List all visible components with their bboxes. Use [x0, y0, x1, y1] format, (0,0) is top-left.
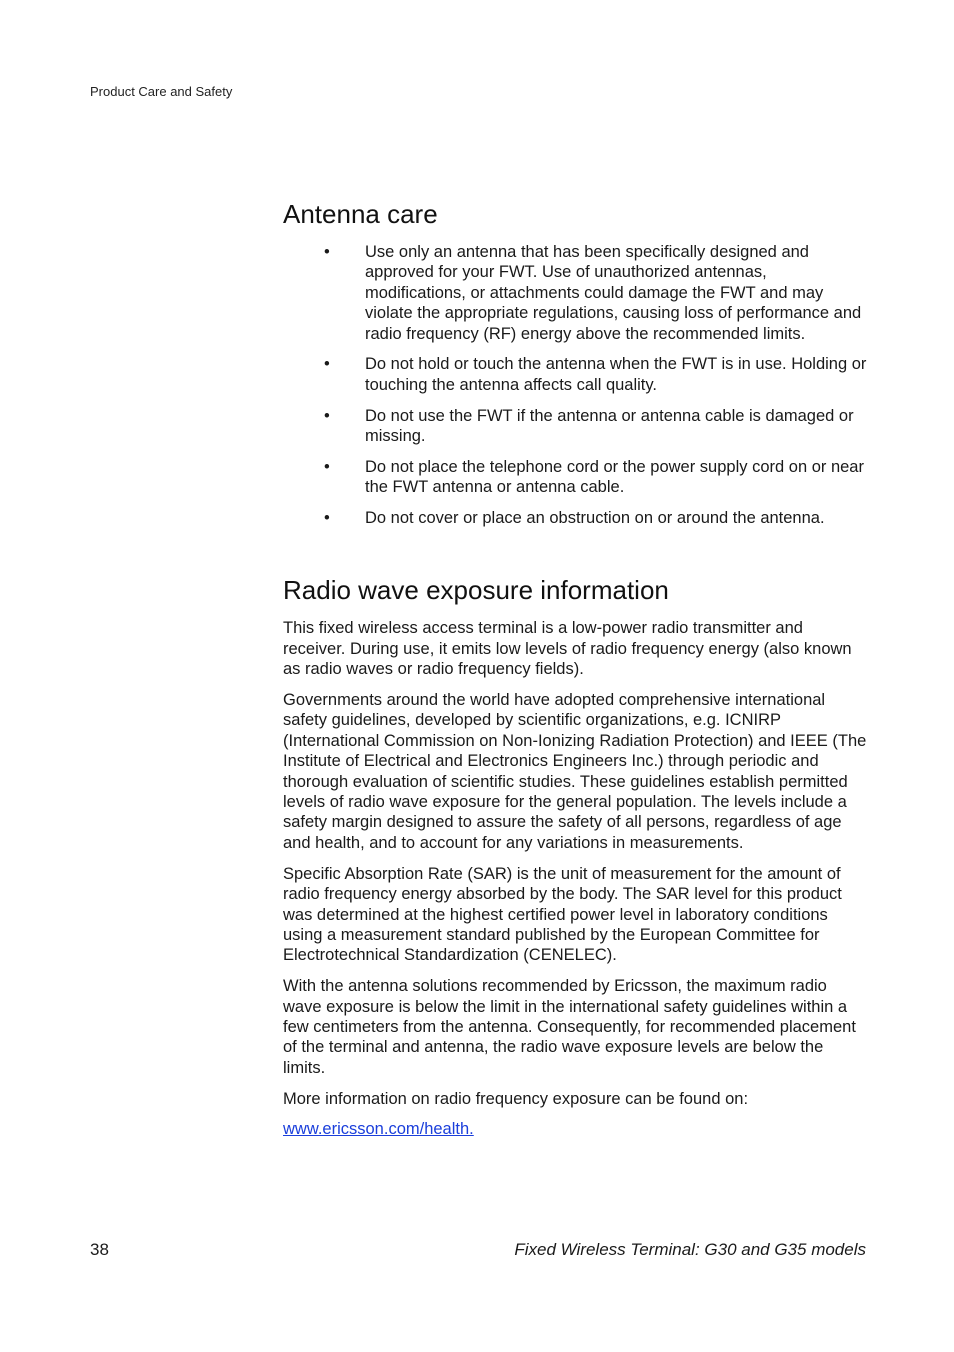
- page-number: 38: [90, 1240, 109, 1259]
- main-content: [283, 198, 868, 1140]
- bullet-icon: •: [324, 355, 330, 374]
- list-item: [283, 508, 868, 528]
- bullet-icon: •: [324, 406, 330, 425]
- radio-wave-heading: Radio wave exposure information: [283, 575, 669, 606]
- list-item: [283, 406, 868, 447]
- list-item-text: Do not cover or place an obstruction on or around the antenna.: [365, 509, 825, 528]
- ericsson-health-link[interactable]: www.ericsson.com/health.: [283, 1120, 474, 1139]
- bullet-icon: •: [324, 509, 330, 528]
- list-item-text: Do not hold or touch the antenna when the FWT is in use. Holding or touching the antenna affects call quality.: [365, 355, 867, 394]
- antenna-care-heading: Antenna care: [283, 199, 438, 229]
- paragraph: Specific Absorption Rate (SAR) is the unit of measurement for the amount of radio frequency energy absorbed by the body. The SAR level for this product was determined at the highest certified power level in laboratory conditions using a measurement standard published by the European Committee for Electrotechnical Standardization (CENELEC).: [283, 864, 842, 965]
- list-item-text: Do not use the FWT if the antenna or antenna cable is damaged or missing.: [365, 406, 854, 446]
- antenna-care-list: [283, 242, 868, 528]
- list-item-text: Use only an antenna that has been specifically designed and approved for your FWT. Use of unauthorized antennas, modifications, or attachments could damage the FWT and may violate the appropriate regulations, causing loss of performance and radio frequency (RF) energy above the recommended limits.: [365, 243, 862, 343]
- paragraph: Governments around the world have adopted comprehensive international safety guidelines, developed by scientific organizations, e.g. ICNIRP (International Commission on Non-Ionizing Radiation Protection) and IEEE (The Institute of Electrical and Electronics Engineers Inc.) through periodic and thorough evaluation of scientific studies. These guidelines establish permitted levels of radio wave exposure for the general population. The levels include a safety margin designed to assure the safety of all persons, regardless of age and health, and to account for any variations in measurements.: [283, 691, 867, 852]
- list-item: [283, 242, 868, 344]
- paragraph: With the antenna solutions recommended by Ericsson, the maximum radio wave exposure is below the limit in the international safety guidelines within a few centimeters from the antenna. Consequently, for recommended placement of the terminal and antenna, the radio wave exposure levels are below the limits.: [283, 977, 856, 1077]
- document-title: Fixed Wireless Terminal: G30 and G35 models: [514, 1240, 866, 1259]
- bullet-icon: •: [324, 243, 330, 261]
- bullet-icon: •: [324, 457, 330, 476]
- list-item-text: Do not place the telephone cord or the power supply cord on or near the FWT antenna or antenna cable.: [365, 457, 864, 497]
- list-item: [283, 457, 868, 498]
- list-item: [283, 354, 868, 395]
- paragraph: This fixed wireless access terminal is a low-power radio transmitter and receiver. During use, it emits low levels of radio frequency energy (also known as radio waves or radio frequency fields).: [283, 619, 852, 679]
- running-header: Product Care and Safety: [90, 84, 233, 99]
- paragraph: More information on radio frequency exposure can be found on:: [283, 1089, 749, 1108]
